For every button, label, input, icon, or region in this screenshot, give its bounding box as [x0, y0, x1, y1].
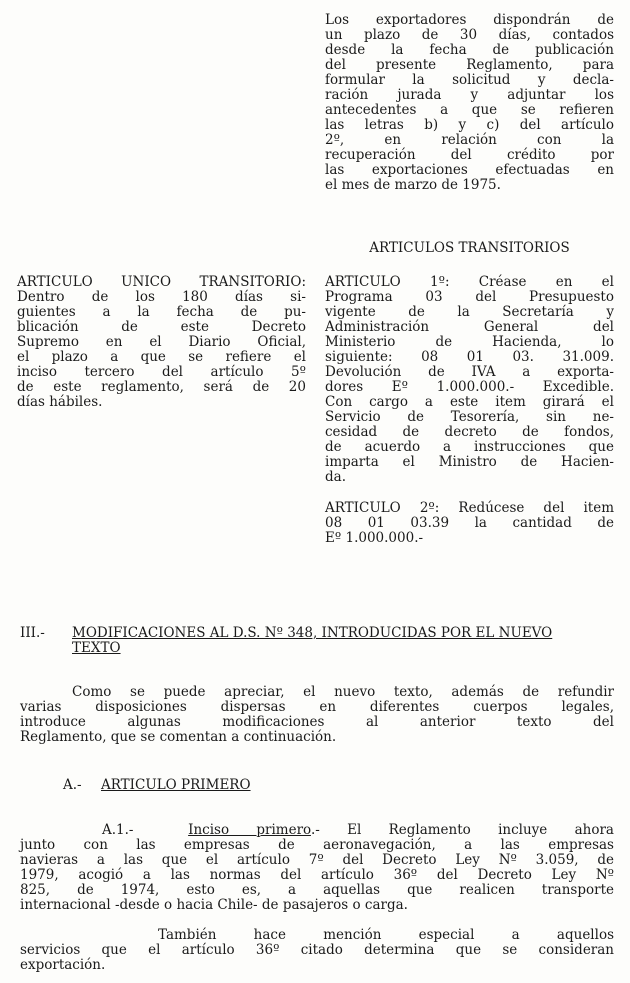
art1-line: Ministerio de Hacienda, lo	[325, 334, 614, 350]
left_col-line: blicación de este Decreto	[17, 319, 306, 335]
art1-line: Administración General del	[325, 319, 614, 335]
left_col-line: el plazo a que se refiere el	[17, 349, 306, 365]
right_col_top-line: las exportaciones efectuadas en	[325, 162, 614, 178]
right_col_top-line: ración jurada y adjuntar los	[325, 87, 614, 103]
art1-line: Programa 03 del Presupuesto	[325, 289, 614, 305]
art1-line: siguiente: 08 01 03. 31.009.	[325, 349, 614, 365]
art1-line: Devolución de IVA a exporta-	[325, 364, 614, 380]
right_col_top-line: un plazo de 30 días, contados	[325, 27, 614, 43]
art1-line: de acuerdo a instrucciones que	[325, 439, 614, 455]
a1.lines-line: 825, de 1974, esto es, a aquellas que realicen transporte	[20, 882, 614, 898]
right_col_top-line: formular la solicitud y decla-	[325, 72, 614, 88]
section-3-number: III.-	[20, 625, 45, 641]
articulo-1-transitorio	[325, 275, 614, 485]
right_col_top-line: Los exportadores dispondrán de	[325, 12, 614, 28]
a1.lines-line: navieras a las que el artículo 7º del Decreto Ley Nº 3.059, de	[20, 852, 614, 868]
a1-first-rest: .- El Reglamento incluye ahora	[310, 822, 614, 838]
art1-line: cesidad de decreto de fondos,	[325, 424, 614, 440]
articulo-2-transitorio	[325, 501, 614, 546]
right_col_top-line: 2º, en relación con la	[325, 132, 614, 148]
intro_para-line: Como se puede apreciar, el nuevo texto, además de refundir	[72, 684, 614, 700]
art1-line: ARTICULO 1º: Créase en el	[325, 274, 614, 290]
right_col_top-line: el mes de marzo de 1975.	[325, 177, 501, 193]
left_col-line: de este reglamento, será de 20	[17, 379, 306, 395]
right-column-opening-paragraph	[325, 13, 614, 193]
left_col-line: guientes a la fecha de pu-	[17, 304, 306, 320]
right_col_top-line: desde la fecha de publicación	[325, 42, 614, 58]
articulo-unico-transitorio	[17, 275, 306, 410]
art1-line: Con cargo a este item girará el	[325, 394, 614, 410]
right_col_top-line: del presente Reglamento, para	[325, 57, 614, 73]
art1-line: Servicio de Tesorería, sin ne-	[325, 409, 614, 425]
left_col-line: Dentro de los 180 días si-	[17, 289, 306, 305]
intro-paragraph	[20, 685, 614, 745]
a1-number: A.1.-	[102, 822, 134, 838]
right_col_top-line: las letras b) y c) del artículo	[325, 117, 614, 133]
final_para-line: exportación.	[20, 957, 106, 973]
final-paragraph	[20, 928, 614, 973]
section-3-title-line1: MODIFICACIONES AL D.S. Nº 348, INTRODUCIDAS POR EL NUEVO	[72, 625, 553, 641]
right_col_top-line: recuperación del crédito por	[325, 147, 614, 163]
right_col_top-line: antecedentes a que se refieren	[325, 102, 614, 118]
section-a-heading	[63, 778, 463, 793]
art2-line: 08 01 03.39 la cantidad de	[325, 515, 614, 531]
intro_para-line: Reglamento, que se comentan a continuación.	[20, 729, 337, 745]
art1-line: dores Eº 1.000.000.- Excedible.	[325, 379, 614, 395]
left_col-line: ARTICULO UNICO TRANSITORIO:	[17, 274, 306, 290]
transitorios-heading: ARTICULOS TRANSITORIOS	[369, 240, 570, 256]
a1.lines-line: 1979, acogió a las normas del artículo 36º del Decreto Ley Nº	[20, 867, 614, 883]
section-3-title-line2: TEXTO	[72, 640, 121, 656]
art2-line: Eº 1.000.000.-	[325, 530, 424, 546]
a1-title: Inciso primero	[188, 822, 311, 838]
section-3-heading	[20, 626, 614, 656]
intro_para-line: varias disposiciones dispersas en diferentes cuerpos legales,	[20, 699, 614, 715]
final_para-line: También hace mención especial a aquellos	[158, 927, 614, 943]
a1-paragraph	[20, 823, 614, 913]
art1-line: da.	[325, 469, 346, 485]
art1-line: imparta el Ministro de Hacien-	[325, 454, 614, 470]
left_col-line: Supremo en el Diario Oficial,	[17, 334, 306, 350]
a1.lines-line: junto con las empresas de aeronavegación, a las empresas	[20, 837, 614, 853]
final_para-line: servicios que el artículo 36º citado determina que se consideran	[20, 942, 614, 958]
a1-first-line	[20, 823, 614, 838]
intro_para-line: introduce algunas modificaciones al anterior texto del	[20, 714, 614, 730]
left_col-line: inciso tercero del artículo 5º	[17, 364, 306, 380]
section-a-number: A.-	[63, 777, 82, 793]
left_col-line: días hábiles.	[17, 394, 103, 410]
a1.lines-line: internacional -desde o hacia Chile- de pasajeros o carga.	[20, 897, 408, 913]
art1-line: vigente de la Secretaría y	[325, 304, 614, 320]
art2-line: ARTICULO 2º: Redúcese del item	[325, 500, 614, 516]
section-a-title: ARTICULO PRIMERO	[101, 777, 251, 793]
